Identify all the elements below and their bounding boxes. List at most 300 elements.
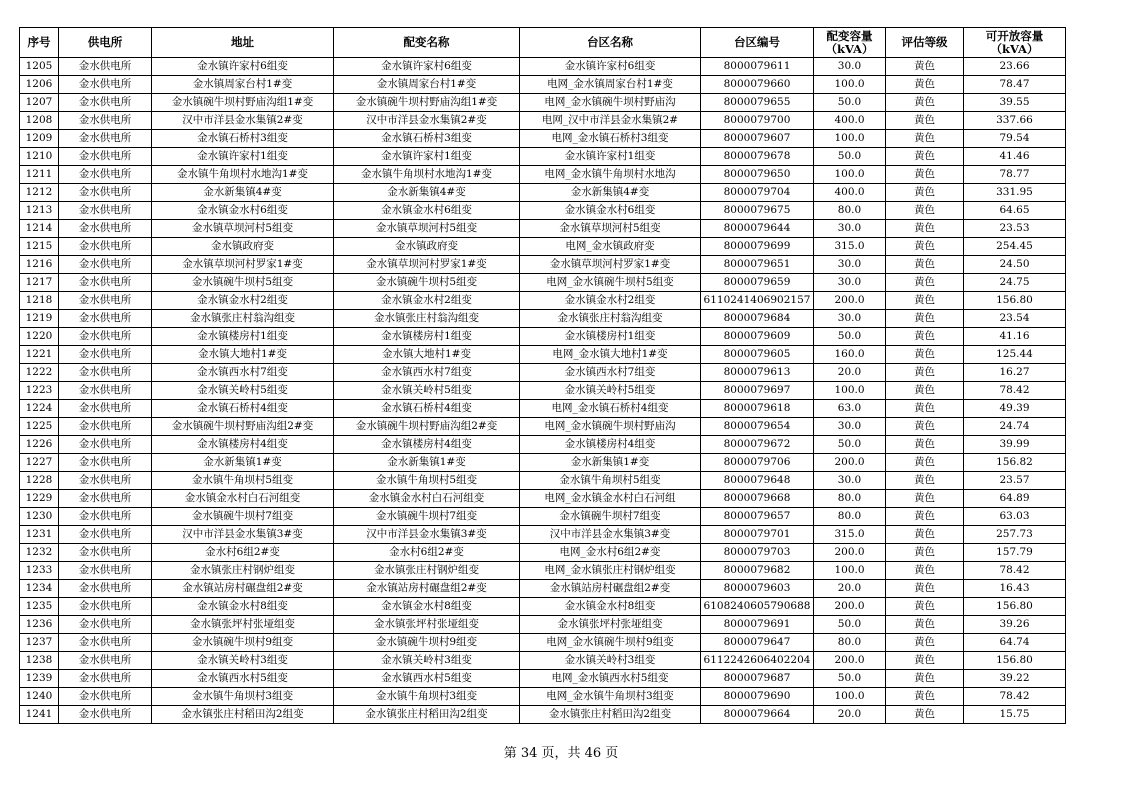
col-rating-cell: 黄色 [886, 310, 964, 328]
col-address-cell: 金水镇关岭村3组变 [152, 652, 334, 670]
col-station-cell: 金水供电所 [59, 598, 152, 616]
col-capacity-cell: 30.0 [814, 310, 886, 328]
col-open-capacity-cell: 15.75 [964, 706, 1066, 724]
col-transformer-name-cell: 金水镇碗牛坝村野庙沟组1#变 [334, 94, 520, 112]
col-area-code-cell: 8000079644 [701, 220, 814, 238]
col-area-code-cell: 8000079700 [701, 112, 814, 130]
col-rating-cell: 黄色 [886, 130, 964, 148]
col-seq-cell: 1241 [20, 706, 59, 724]
col-transformer-name-cell: 金水镇周家台村1#变 [334, 76, 520, 94]
col-seq-cell: 1217 [20, 274, 59, 292]
col-address-cell: 金水镇站房村碾盘组2#变 [152, 580, 334, 598]
col-seq-cell: 1209 [20, 130, 59, 148]
col-open-capacity-cell: 39.55 [964, 94, 1066, 112]
col-rating-cell: 黄色 [886, 292, 964, 310]
table-row [20, 202, 1066, 220]
col-capacity-cell: 30.0 [814, 220, 886, 238]
col-area-name-cell: 电网_金水镇西水村5组变 [520, 670, 701, 688]
col-open-capacity-cell: 63.03 [964, 508, 1066, 526]
col-area-code-cell: 8000079609 [701, 328, 814, 346]
col-rating-cell: 黄色 [886, 94, 964, 112]
col-station-cell: 金水供电所 [59, 382, 152, 400]
col-address-cell: 金水镇许家村1组变 [152, 148, 334, 166]
table-row [20, 436, 1066, 454]
col-address-cell: 金水村6组2#变 [152, 544, 334, 562]
col-address-cell: 金水镇张坪村张垭组变 [152, 616, 334, 634]
col-address-cell: 金水镇大地村1#变 [152, 346, 334, 364]
table-row [20, 310, 1066, 328]
col-rating-cell: 黄色 [886, 202, 964, 220]
col-transformer-name-cell: 金水镇石桥村3组变 [334, 130, 520, 148]
col-station-cell: 金水供电所 [59, 112, 152, 130]
col-open-capacity-cell: 24.75 [964, 274, 1066, 292]
col-capacity-cell: 50.0 [814, 670, 886, 688]
col-area-code-cell: 8000079691 [701, 616, 814, 634]
table-row [20, 58, 1066, 76]
col-rating-cell: 黄色 [886, 670, 964, 688]
col-station-cell: 金水供电所 [59, 346, 152, 364]
col-rating-cell: 黄色 [886, 706, 964, 724]
col-seq-cell: 1228 [20, 472, 59, 490]
col-station-cell: 金水供电所 [59, 256, 152, 274]
col-area-name-cell: 金水镇张庄村稻田沟2组变 [520, 706, 701, 724]
col-capacity-cell: 315.0 [814, 238, 886, 256]
col-station-cell: 金水供电所 [59, 76, 152, 94]
header-col-transformer-name: 配变名称 [334, 28, 520, 58]
col-area-code-cell: 8000079675 [701, 202, 814, 220]
col-transformer-name-cell: 金水镇大地村1#变 [334, 346, 520, 364]
table-row [20, 76, 1066, 94]
col-area-name-cell: 电网_金水镇牛角坝村水地沟 [520, 166, 701, 184]
col-capacity-cell: 80.0 [814, 508, 886, 526]
col-area-code-cell: 8000079703 [701, 544, 814, 562]
col-seq-cell: 1238 [20, 652, 59, 670]
col-capacity-cell: 20.0 [814, 364, 886, 382]
col-open-capacity-cell: 78.42 [964, 382, 1066, 400]
col-transformer-name-cell: 金水镇政府变 [334, 238, 520, 256]
col-address-cell: 金水镇碗牛坝村7组变 [152, 508, 334, 526]
col-open-capacity-cell: 39.26 [964, 616, 1066, 634]
col-seq-cell: 1239 [20, 670, 59, 688]
col-seq-cell: 1237 [20, 634, 59, 652]
col-seq-cell: 1224 [20, 400, 59, 418]
col-station-cell: 金水供电所 [59, 544, 152, 562]
table-row [20, 148, 1066, 166]
header-col-rating: 评估等级 [886, 28, 964, 58]
col-area-name-cell: 电网_汉中市洋县金水集镇2# [520, 112, 701, 130]
col-seq-cell: 1212 [20, 184, 59, 202]
col-rating-cell: 黄色 [886, 184, 964, 202]
col-rating-cell: 黄色 [886, 526, 964, 544]
col-capacity-cell: 20.0 [814, 706, 886, 724]
col-open-capacity-cell: 257.73 [964, 526, 1066, 544]
col-station-cell: 金水供电所 [59, 292, 152, 310]
col-station-cell: 金水供电所 [59, 184, 152, 202]
col-seq-cell: 1226 [20, 436, 59, 454]
col-open-capacity-cell: 23.66 [964, 58, 1066, 76]
col-capacity-cell: 200.0 [814, 292, 886, 310]
col-transformer-name-cell: 金水镇碗牛坝村9组变 [334, 634, 520, 652]
col-transformer-name-cell: 金水镇西水村7组变 [334, 364, 520, 382]
col-station-cell: 金水供电所 [59, 310, 152, 328]
col-area-name-cell: 金水镇草坝河村罗家1#变 [520, 256, 701, 274]
col-transformer-name-cell: 金水镇关岭村3组变 [334, 652, 520, 670]
col-station-cell: 金水供电所 [59, 526, 152, 544]
col-open-capacity-cell: 16.27 [964, 364, 1066, 382]
col-seq-cell: 1231 [20, 526, 59, 544]
col-area-code-cell: 8000079690 [701, 688, 814, 706]
col-area-code-cell: 8000079684 [701, 310, 814, 328]
col-seq-cell: 1227 [20, 454, 59, 472]
col-transformer-name-cell: 金水镇草坝河村5组变 [334, 220, 520, 238]
col-rating-cell: 黄色 [886, 598, 964, 616]
table-row [20, 184, 1066, 202]
col-rating-cell: 黄色 [886, 58, 964, 76]
col-address-cell: 金水镇金水村2组变 [152, 292, 334, 310]
header-col-area-code: 台区编号 [701, 28, 814, 58]
table-body [20, 58, 1066, 724]
col-area-name-cell: 金水镇西水村7组变 [520, 364, 701, 382]
col-open-capacity-cell: 125.44 [964, 346, 1066, 364]
col-transformer-name-cell: 金水镇牛角坝村5组变 [334, 472, 520, 490]
col-station-cell: 金水供电所 [59, 670, 152, 688]
col-open-capacity-cell: 49.39 [964, 400, 1066, 418]
col-open-capacity-cell: 156.82 [964, 454, 1066, 472]
table-row [20, 688, 1066, 706]
col-transformer-name-cell: 金水镇关岭村5组变 [334, 382, 520, 400]
col-area-code-cell: 8000079655 [701, 94, 814, 112]
col-capacity-cell: 30.0 [814, 58, 886, 76]
col-capacity-cell: 100.0 [814, 166, 886, 184]
col-capacity-cell: 200.0 [814, 652, 886, 670]
col-station-cell: 金水供电所 [59, 130, 152, 148]
col-address-cell: 金水镇草坝河村5组变 [152, 220, 334, 238]
col-seq-cell: 1220 [20, 328, 59, 346]
col-seq-cell: 1236 [20, 616, 59, 634]
col-open-capacity-cell: 23.57 [964, 472, 1066, 490]
col-seq-cell: 1222 [20, 364, 59, 382]
col-station-cell: 金水供电所 [59, 58, 152, 76]
col-open-capacity-cell: 79.54 [964, 130, 1066, 148]
col-open-capacity-cell: 41.16 [964, 328, 1066, 346]
col-rating-cell: 黄色 [886, 652, 964, 670]
col-rating-cell: 黄色 [886, 454, 964, 472]
col-area-name-cell: 金水镇张坪村张垭组变 [520, 616, 701, 634]
col-open-capacity-cell: 64.65 [964, 202, 1066, 220]
col-capacity-cell: 50.0 [814, 328, 886, 346]
table-row [20, 292, 1066, 310]
col-open-capacity-cell: 254.45 [964, 238, 1066, 256]
col-seq-cell: 1213 [20, 202, 59, 220]
col-seq-cell: 1235 [20, 598, 59, 616]
col-area-name-cell: 电网_金水镇周家台村1#变 [520, 76, 701, 94]
col-capacity-cell: 100.0 [814, 562, 886, 580]
col-capacity-cell: 30.0 [814, 256, 886, 274]
col-area-name-cell: 电网_金水镇牛角坝村3组变 [520, 688, 701, 706]
col-open-capacity-cell: 156.80 [964, 598, 1066, 616]
col-station-cell: 金水供电所 [59, 508, 152, 526]
col-transformer-name-cell: 金水镇金水村白石河组变 [334, 490, 520, 508]
col-area-name-cell: 金水镇楼房村1组变 [520, 328, 701, 346]
col-open-capacity-cell: 24.74 [964, 418, 1066, 436]
col-open-capacity-cell: 39.99 [964, 436, 1066, 454]
table-row [20, 130, 1066, 148]
col-rating-cell: 黄色 [886, 562, 964, 580]
col-address-cell: 金水镇碗牛坝村野庙沟组2#变 [152, 418, 334, 436]
col-transformer-name-cell: 金水新集镇4#变 [334, 184, 520, 202]
col-station-cell: 金水供电所 [59, 490, 152, 508]
col-capacity-cell: 200.0 [814, 454, 886, 472]
col-capacity-cell: 30.0 [814, 274, 886, 292]
col-station-cell: 金水供电所 [59, 454, 152, 472]
col-address-cell: 金水镇关岭村5组变 [152, 382, 334, 400]
col-station-cell: 金水供电所 [59, 418, 152, 436]
col-station-cell: 金水供电所 [59, 238, 152, 256]
header-col-open-capacity: 可开放容量 （kVA） [964, 28, 1066, 58]
col-area-name-cell: 金水镇牛角坝村5组变 [520, 472, 701, 490]
col-open-capacity-cell: 23.54 [964, 310, 1066, 328]
col-transformer-name-cell: 金水新集镇1#变 [334, 454, 520, 472]
col-transformer-name-cell: 金水镇站房村碾盘组2#变 [334, 580, 520, 598]
col-address-cell: 金水镇楼房村4组变 [152, 436, 334, 454]
col-capacity-cell: 50.0 [814, 148, 886, 166]
col-area-code-cell: 8000079611 [701, 58, 814, 76]
col-area-code-cell: 8000079697 [701, 382, 814, 400]
page-number: 第 34 页，共 46 页 [503, 746, 619, 761]
col-capacity-cell: 63.0 [814, 400, 886, 418]
col-station-cell: 金水供电所 [59, 616, 152, 634]
col-station-cell: 金水供电所 [59, 580, 152, 598]
col-seq-cell: 1233 [20, 562, 59, 580]
col-address-cell: 金水镇楼房村1组变 [152, 328, 334, 346]
col-transformer-name-cell: 金水镇楼房村4组变 [334, 436, 520, 454]
col-rating-cell: 黄色 [886, 382, 964, 400]
table-row [20, 616, 1066, 634]
col-address-cell: 金水镇草坝河村罗家1#变 [152, 256, 334, 274]
col-address-cell: 金水镇西水村7组变 [152, 364, 334, 382]
col-address-cell: 金水新集镇1#变 [152, 454, 334, 472]
col-rating-cell: 黄色 [886, 418, 964, 436]
col-capacity-cell: 30.0 [814, 418, 886, 436]
col-transformer-name-cell: 金水镇张庄村翁沟组变 [334, 310, 520, 328]
col-station-cell: 金水供电所 [59, 688, 152, 706]
col-seq-cell: 1208 [20, 112, 59, 130]
col-area-name-cell: 电网_金水镇石桥村4组变 [520, 400, 701, 418]
col-area-code-cell: 8000079650 [701, 166, 814, 184]
col-rating-cell: 黄色 [886, 400, 964, 418]
table-row [20, 652, 1066, 670]
col-open-capacity-cell: 78.42 [964, 562, 1066, 580]
header-col-seq: 序号 [20, 28, 59, 58]
col-seq-cell: 1205 [20, 58, 59, 76]
col-area-name-cell: 电网_金水镇碗牛坝村9组变 [520, 634, 701, 652]
col-station-cell: 金水供电所 [59, 436, 152, 454]
col-capacity-cell: 50.0 [814, 616, 886, 634]
col-open-capacity-cell: 23.53 [964, 220, 1066, 238]
col-station-cell: 金水供电所 [59, 148, 152, 166]
table-row [20, 472, 1066, 490]
col-seq-cell: 1207 [20, 94, 59, 112]
col-station-cell: 金水供电所 [59, 706, 152, 724]
col-area-name-cell: 电网_金水镇碗牛坝村野庙沟 [520, 418, 701, 436]
col-transformer-name-cell: 汉中市洋县金水集镇3#变 [334, 526, 520, 544]
col-open-capacity-cell: 64.89 [964, 490, 1066, 508]
col-address-cell: 金水镇碗牛坝村野庙沟组1#变 [152, 94, 334, 112]
col-open-capacity-cell: 24.50 [964, 256, 1066, 274]
col-area-name-cell: 电网_金水镇碗牛坝村野庙沟 [520, 94, 701, 112]
col-address-cell: 金水镇金水村白石河组变 [152, 490, 334, 508]
col-open-capacity-cell: 16.43 [964, 580, 1066, 598]
col-address-cell: 汉中市洋县金水集镇2#变 [152, 112, 334, 130]
col-address-cell: 金水镇金水村6组变 [152, 202, 334, 220]
table-row [20, 598, 1066, 616]
col-transformer-name-cell: 金水村6组2#变 [334, 544, 520, 562]
col-transformer-name-cell: 金水镇西水村5组变 [334, 670, 520, 688]
col-area-name-cell: 金水新集镇1#变 [520, 454, 701, 472]
col-area-name-cell: 金水镇关岭村3组变 [520, 652, 701, 670]
col-address-cell: 金水镇牛角坝村水地沟1#变 [152, 166, 334, 184]
table-row [20, 274, 1066, 292]
col-station-cell: 金水供电所 [59, 94, 152, 112]
col-seq-cell: 1215 [20, 238, 59, 256]
col-transformer-name-cell: 金水镇牛角坝村水地沟1#变 [334, 166, 520, 184]
col-capacity-cell: 160.0 [814, 346, 886, 364]
col-open-capacity-cell: 78.77 [964, 166, 1066, 184]
col-area-code-cell: 8000079659 [701, 274, 814, 292]
col-area-code-cell: 8000079687 [701, 670, 814, 688]
col-transformer-name-cell: 金水镇石桥村4组变 [334, 400, 520, 418]
col-area-code-cell: 8000079701 [701, 526, 814, 544]
col-area-code-cell: 8000079647 [701, 634, 814, 652]
col-address-cell: 金水镇张庄村翁沟组变 [152, 310, 334, 328]
col-area-name-cell: 金水镇金水村8组变 [520, 598, 701, 616]
table-row [20, 400, 1066, 418]
col-transformer-name-cell: 金水镇牛角坝村3组变 [334, 688, 520, 706]
col-transformer-name-cell: 金水镇楼房村1组变 [334, 328, 520, 346]
table-row [20, 382, 1066, 400]
col-address-cell: 金水镇石桥村4组变 [152, 400, 334, 418]
col-seq-cell: 1221 [20, 346, 59, 364]
table-row [20, 634, 1066, 652]
col-open-capacity-cell: 337.66 [964, 112, 1066, 130]
col-address-cell: 金水新集镇4#变 [152, 184, 334, 202]
col-area-code-cell: 8000079704 [701, 184, 814, 202]
col-address-cell: 金水镇许家村6组变 [152, 58, 334, 76]
col-area-code-cell: 8000079613 [701, 364, 814, 382]
col-open-capacity-cell: 157.79 [964, 544, 1066, 562]
col-rating-cell: 黄色 [886, 688, 964, 706]
col-open-capacity-cell: 156.80 [964, 652, 1066, 670]
col-area-name-cell: 金水镇草坝河村5组变 [520, 220, 701, 238]
col-rating-cell: 黄色 [886, 238, 964, 256]
col-seq-cell: 1206 [20, 76, 59, 94]
col-rating-cell: 黄色 [886, 256, 964, 274]
col-rating-cell: 黄色 [886, 274, 964, 292]
col-rating-cell: 黄色 [886, 490, 964, 508]
col-capacity-cell: 30.0 [814, 472, 886, 490]
table-row [20, 670, 1066, 688]
col-capacity-cell: 100.0 [814, 382, 886, 400]
col-area-code-cell: 8000079618 [701, 400, 814, 418]
col-area-name-cell: 金水镇碗牛坝村7组变 [520, 508, 701, 526]
col-seq-cell: 1240 [20, 688, 59, 706]
col-area-name-cell: 电网_金水村6组2#变 [520, 544, 701, 562]
table-row [20, 94, 1066, 112]
col-capacity-cell: 50.0 [814, 94, 886, 112]
data-table [19, 27, 1066, 724]
col-rating-cell: 黄色 [886, 346, 964, 364]
col-area-name-cell: 金水镇张庄村翁沟组变 [520, 310, 701, 328]
col-seq-cell: 1232 [20, 544, 59, 562]
col-transformer-name-cell: 金水镇张坪村张垭组变 [334, 616, 520, 634]
table-row [20, 490, 1066, 508]
col-seq-cell: 1223 [20, 382, 59, 400]
col-station-cell: 金水供电所 [59, 400, 152, 418]
col-area-code-cell: 6110241406902157 [701, 292, 814, 310]
col-station-cell: 金水供电所 [59, 562, 152, 580]
col-seq-cell: 1230 [20, 508, 59, 526]
col-address-cell: 金水镇张庄村稻田沟2组变 [152, 706, 334, 724]
col-seq-cell: 1229 [20, 490, 59, 508]
col-station-cell: 金水供电所 [59, 364, 152, 382]
col-seq-cell: 1218 [20, 292, 59, 310]
col-area-name-cell: 金水新集镇4#变 [520, 184, 701, 202]
col-address-cell: 金水镇金水村8组变 [152, 598, 334, 616]
col-area-name-cell: 金水镇金水村6组变 [520, 202, 701, 220]
col-area-code-cell: 8000079603 [701, 580, 814, 598]
col-area-name-cell: 金水镇楼房村4组变 [520, 436, 701, 454]
col-area-code-cell: 8000079651 [701, 256, 814, 274]
col-address-cell: 金水镇政府变 [152, 238, 334, 256]
col-open-capacity-cell: 78.47 [964, 76, 1066, 94]
col-address-cell: 金水镇石桥村3组变 [152, 130, 334, 148]
col-rating-cell: 黄色 [886, 580, 964, 598]
table-row [20, 454, 1066, 472]
col-station-cell: 金水供电所 [59, 202, 152, 220]
col-area-name-cell: 金水镇许家村6组变 [520, 58, 701, 76]
col-rating-cell: 黄色 [886, 148, 964, 166]
col-station-cell: 金水供电所 [59, 166, 152, 184]
col-area-code-cell: 8000079664 [701, 706, 814, 724]
col-station-cell: 金水供电所 [59, 634, 152, 652]
col-rating-cell: 黄色 [886, 166, 964, 184]
col-transformer-name-cell: 金水镇碗牛坝村野庙沟组2#变 [334, 418, 520, 436]
col-open-capacity-cell: 64.74 [964, 634, 1066, 652]
col-transformer-name-cell: 金水镇许家村6组变 [334, 58, 520, 76]
col-address-cell: 金水镇牛角坝村5组变 [152, 472, 334, 490]
col-address-cell: 金水镇牛角坝村3组变 [152, 688, 334, 706]
col-capacity-cell: 400.0 [814, 184, 886, 202]
col-rating-cell: 黄色 [886, 220, 964, 238]
col-address-cell: 金水镇周家台村1#变 [152, 76, 334, 94]
col-transformer-name-cell: 金水镇碗牛坝村7组变 [334, 508, 520, 526]
col-seq-cell: 1211 [20, 166, 59, 184]
col-address-cell: 金水镇西水村5组变 [152, 670, 334, 688]
col-area-name-cell: 电网_金水镇碗牛坝村5组变 [520, 274, 701, 292]
col-area-code-cell: 6108240605790688 [701, 598, 814, 616]
table-row [20, 238, 1066, 256]
col-open-capacity-cell: 331.95 [964, 184, 1066, 202]
table-row [20, 526, 1066, 544]
col-transformer-name-cell: 金水镇碗牛坝村5组变 [334, 274, 520, 292]
table-row [20, 364, 1066, 382]
col-rating-cell: 黄色 [886, 436, 964, 454]
col-station-cell: 金水供电所 [59, 220, 152, 238]
col-area-name-cell: 金水镇许家村1组变 [520, 148, 701, 166]
header-col-capacity: 配变容量 （kVA） [814, 28, 886, 58]
table-row [20, 706, 1066, 724]
col-transformer-name-cell: 金水镇草坝河村罗家1#变 [334, 256, 520, 274]
